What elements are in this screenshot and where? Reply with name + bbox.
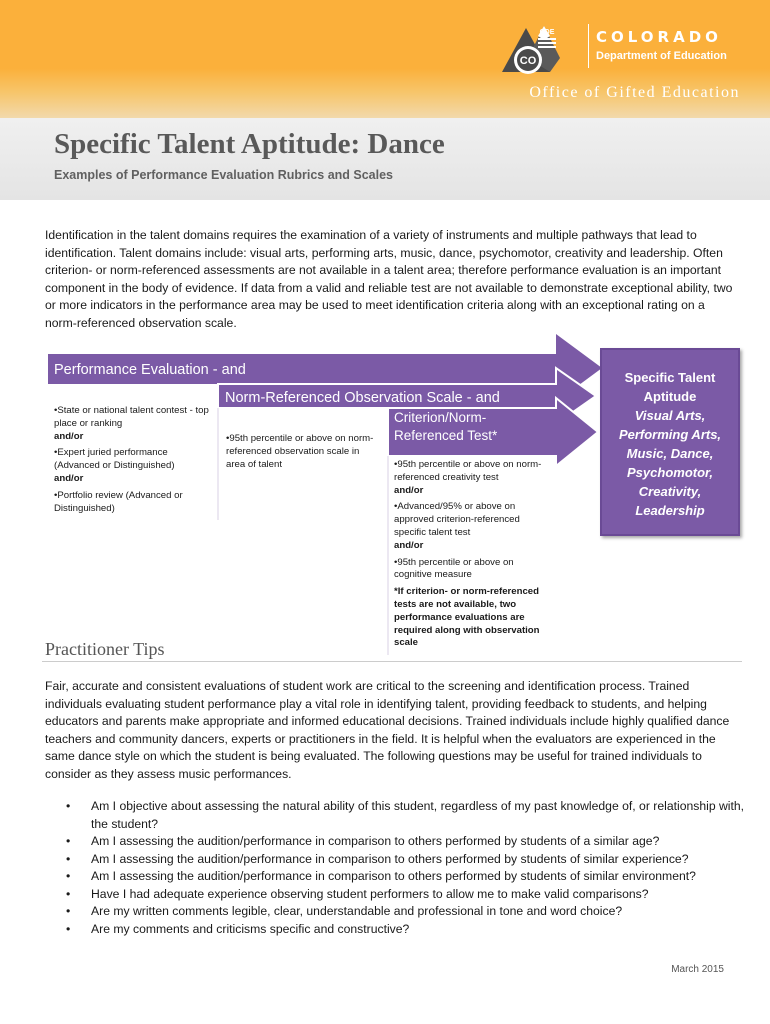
question-text: Am I objective about assessing the natural ability of this student, regardless of my past knowledge of, or relationship with, the student? [91, 799, 745, 831]
col3-item3: •95th percentile or above on cognitive measure [394, 556, 514, 581]
side-line5: Music, Dance, [626, 446, 714, 461]
list-item [66, 868, 746, 886]
list-item [66, 833, 746, 851]
side-line2: Aptitude [643, 389, 697, 404]
bullet-icon: • [66, 886, 71, 901]
list-item [66, 798, 746, 833]
col3-item1: •95th percentile or above on norm-referenced creativity test [394, 459, 542, 483]
col1-item3: •Portfolio review (Advanced or Distinguished) [54, 489, 183, 514]
side-line3: Visual Arts, [634, 408, 706, 423]
col1-item1: •State or national talent contest - top place or ranking [54, 405, 209, 429]
org-name: COLORADO [596, 28, 722, 46]
logo-cde-text: CDE [539, 29, 555, 36]
org-department: Department of Education [596, 50, 727, 62]
column-performance [54, 405, 214, 515]
tips-divider [42, 661, 742, 662]
logo-co-text: CO [519, 55, 537, 67]
arrow3-label-line2: Referenced Test* [394, 428, 498, 443]
bullet-icon: • [66, 851, 71, 866]
col3-and2: and/or [394, 539, 424, 551]
bullet-icon: • [66, 834, 71, 848]
arrow3-label-line1: Criterion/Norm- [394, 410, 487, 425]
col1-and2: and/or [54, 472, 84, 484]
col3-item2: •Advanced/95% or above on approved criterion-referenced specific talent test [394, 501, 520, 538]
col1-item2: •Expert juried performance (Advanced or Distinguished) [54, 447, 175, 472]
question-text: Am I assessing the audition/performance in comparison to others performed by students of similar experience? [91, 851, 689, 866]
side-line4: Performing Arts, [618, 427, 722, 442]
bullet-icon: • [66, 921, 71, 936]
col1-and1: and/or [54, 430, 84, 442]
col3-note: *If criterion- or norm-referenced tests are not available, two performance evaluations are required along with observation scale [394, 586, 540, 649]
page-subtitle: Examples of Performance Evaluation Rubrics and Scales [54, 168, 394, 182]
question-text: Am I assessing the audition/performance in comparison to others performed by students of a similar age? [91, 834, 660, 848]
col3-and1: and/or [394, 484, 424, 496]
questions-list [66, 798, 746, 938]
question-text: Am I assessing the audition/performance in comparison to others performed by students of similar environment? [91, 869, 696, 883]
side-line6: Psychomotor, [627, 465, 713, 480]
side-line7: Creativity, [638, 484, 702, 499]
question-text: Are my comments and criticisms specific and constructive? [91, 921, 410, 936]
office-title: Office of Gifted Education [529, 84, 740, 101]
side-line8: Leadership [635, 503, 705, 518]
tips-heading: Practitioner Tips [45, 639, 165, 659]
bullet-icon: • [66, 904, 71, 918]
arrow1-label: Performance Evaluation - and [54, 362, 246, 378]
tips-paragraph: Fair, accurate and consistent evaluations of student work are critical to the screening and identification process. Trained individuals evaluating student performance play a vital role in identifying talent, providing feedback to students, and helping educators and parents make appropriate and informed educational decisions. Trained individuals include highly qualified dance teachers and community dancers, experts or practitioners in the field. It is helpful when the evaluators are experienced in the same dance style on which the student is being evaluated. The following questions may be useful for trained individuals to consider as they assess music performances. [45, 679, 730, 781]
list-item [66, 903, 746, 921]
bullet-icon: • [66, 869, 71, 883]
side-line1: Specific Talent [624, 370, 716, 385]
arrow2-label: Norm-Referenced Observation Scale - and [225, 390, 500, 406]
bullet-icon: • [66, 799, 71, 813]
footer-date: March 2015 [671, 964, 724, 975]
list-item [66, 851, 746, 869]
intro-paragraph: Identification in the talent domains requires the examination of a variety of instruments and multiple pathways that lead to identification. Talent domains include: visual arts, performing arts, music, dance, psychomotor, creativity and leadership. Often criterion- or norm-referenced assessments are not available in a talent area; therefore performance evaluation is an important component in the body of evidence. If data from a valid and reliable test are not available to demonstrate exceptional ability, two or more indicators in the performance area may be used to meet identification criteria along with an exceptional rating on a norm-referenced observation scale. [45, 228, 733, 330]
page-title: Specific Talent Aptitude: Dance [54, 128, 445, 160]
list-item [66, 921, 746, 939]
list-item [66, 886, 746, 904]
column-observation [226, 433, 378, 471]
specific-talent-box [600, 348, 740, 536]
column-criterion [394, 459, 554, 650]
question-text: Are my written comments legible, clear, understandable and professional in tone and word choice? [91, 904, 623, 918]
col2-item1: •95th percentile or above on norm-referenced observation scale in area of talent [226, 433, 374, 470]
question-text: Have I had adequate experience observing student performers to allow me to make valid comparisons? [91, 886, 649, 901]
